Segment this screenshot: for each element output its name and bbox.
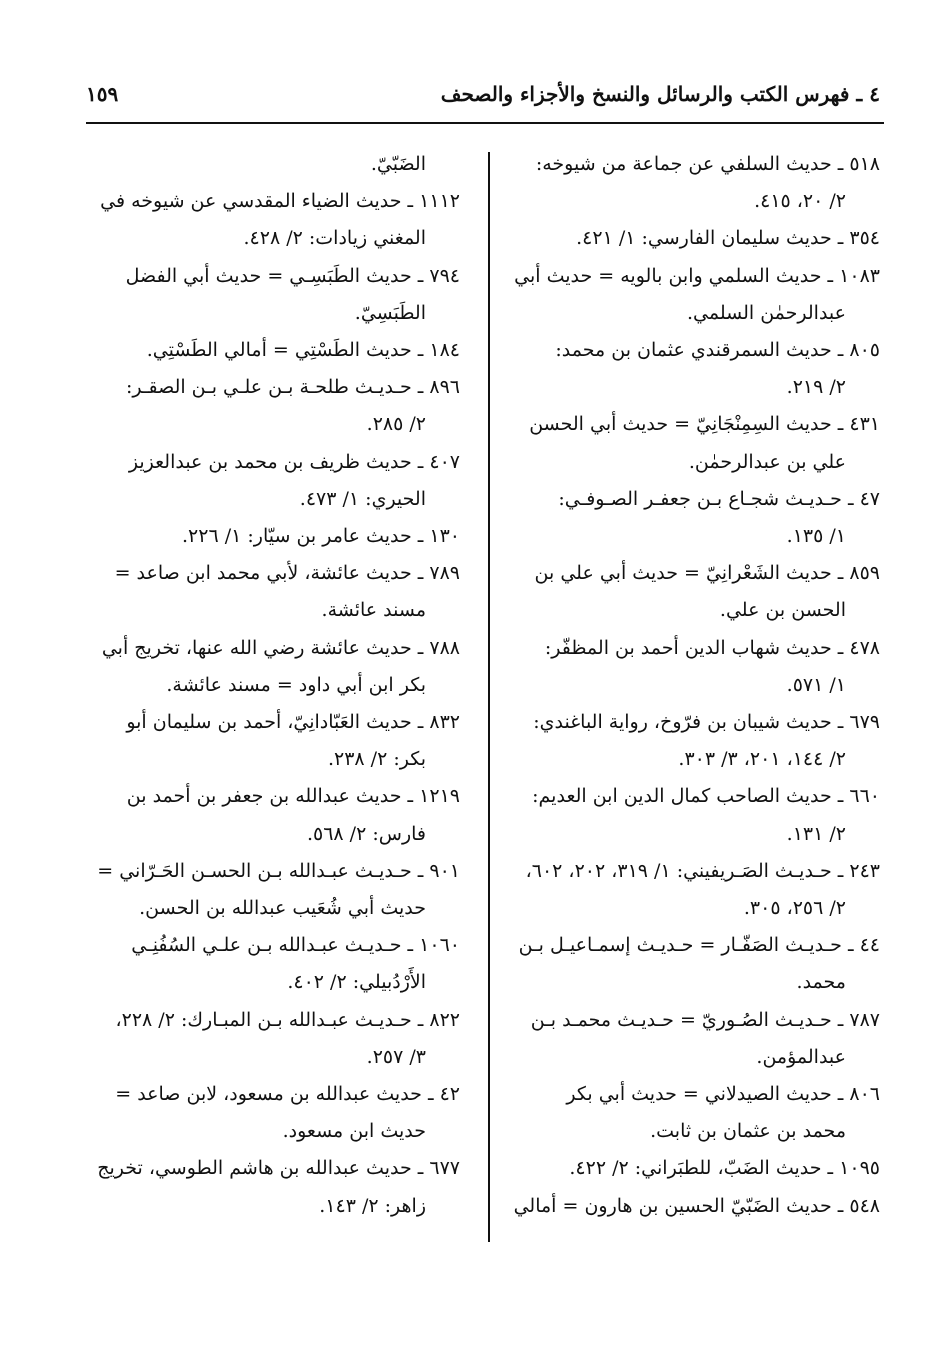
entry-continuation-line: فارس: ٢/ ٥٦٨. [306,822,426,845]
entry-line: ٦٦٠ ـ حديث الصاحب كمال الدين ابن العديم: [532,785,880,808]
entry-continuation-line: ١/ ١٣٥. [786,525,846,548]
entry-line: ٤٠٧ ـ حديث ظريف بن محمد بن عبدالعزيز [128,450,460,473]
index-entry [80,146,460,183]
entry-line: ٣٥٤ ـ حديث سليمان الفارسي: ١/ ٤٢١. [576,227,880,250]
left-column [80,146,460,1225]
entry-continuation-line: ٢/ ١٤٤، ٢٠١، ٣/ ٣٠٣. [678,748,846,771]
entry-continuation-line: الطَبَسِيّ. [354,301,426,324]
index-entry [500,927,880,1001]
index-entry [80,258,460,332]
page-header [86,82,880,122]
running-title: ٤ ـ فهرس الكتب والرسائل والنسخ والأجزاء والصحف [440,82,880,106]
index-entry [500,1076,880,1150]
entry-line: ٦٧٩ ـ حديث شيبان بن فرّوخ، رواية الباغندي: [533,711,880,734]
page-number: ١٥٩ [86,82,119,106]
index-entry [80,927,460,1001]
entry-line: ١٠٩٥ ـ حديث الضَبّ، للطبَراني: ٢/ ٤٢٢. [569,1157,880,1180]
index-entry [500,1188,880,1225]
entry-line: ١٢١٩ ـ حديث عبدالله بن جعفر بن أحمد بن [126,785,460,808]
entry-continuation-line: ٢/ ٢٠، ٤١٥. [754,190,846,213]
entry-line: ٨٠٥ ـ حديث السمرقندي عثمان بن محمد: [555,339,880,362]
entry-continuation-line: ٢/ ١٣١. [786,822,846,845]
index-entry [500,1002,880,1076]
index-entry [80,704,460,778]
entry-line: ٥١٨ ـ حديث السلفي عن جماعة من شيوخه: [535,153,880,175]
index-entry [80,1150,460,1224]
entry-continuation-line: عبدالرحمٰن السلمي. [687,301,846,324]
entry-continuation-line: زاهر: ٢/ ١٤٣. [319,1194,426,1217]
index-entry [80,778,460,852]
entry-line: ١٣٠ ـ حديث عامر بن سيّار: ١/ ٢٢٦. [182,525,460,548]
entry-line: ٧٩٤ ـ حديث الطَبَسِـي = حديث أبي الفضل [125,264,460,287]
entry-line: ٤٤ ـ حـديـث الصَفّـار = حـديـث إسمـاعيـل بـن [518,934,880,957]
index-entry [500,630,880,704]
index-entry [80,630,460,704]
entry-line: ٨٣٢ ـ حديث العَبّادانِيّ، أحمد بن سليمان أبو [126,711,460,734]
entry-line: ٨٩٦ ـ حـديـث طلحـة بـن علـي بـن الصقـر: [126,376,460,399]
column-divider [488,152,490,1242]
entry-line: ٨٢٢ ـ حـديـث عبـدالله بـن المبـارك: ٢/ ٢٢٨، [115,1008,460,1031]
entry-continuation-line: بكر ابن أبي داود = مسند عائشة. [166,673,426,696]
entry-continuation-line: ٢/ ٢١٩. [786,376,846,399]
index-entry [80,183,460,257]
entry-line: ١٠٨٣ ـ حديث السلمي وابن بالويه = حديث أبي [514,264,880,287]
entry-continuation-line: حديث أبي شُعَيب عبدالله بن الحسن. [139,897,426,920]
entry-line: ٧٨٧ ـ حـديـث الصُـوريّ = حـديـث محمـد بـن [530,1008,880,1031]
index-entry [500,146,880,220]
entry-line: ١٠٦٠ ـ حـديـث عبـدالله بـن علـي السُفُنِـي [131,934,460,957]
entry-line: ٧٨٨ ـ حديث عائشة رضي الله عنها، تخريج أبي [101,636,460,659]
index-entry [80,1076,460,1150]
entry-continuation-line: محمد. [796,971,846,994]
header-rule [86,122,884,124]
entry-line: ٦٧٧ ـ حديث عبدالله بن هاشم الطوسي، تخريج [97,1157,460,1180]
entry-continuation-line: الحيري: ١/ ٤٧٣. [299,487,426,510]
index-entry [500,258,880,332]
entry-line: ٥٤٨ ـ حديث الضَبّيّ الحسين بن هارون = أمالي [513,1194,880,1217]
index-entry [80,369,460,443]
index-entry [80,444,460,518]
entry-continuation-line: بكر: ٢/ ٢٣٨. [327,748,426,771]
index-entry [500,555,880,629]
entry-line: ٩٠١ ـ حـديـث عبـدالله بـن الحسـن الحَـرّاني = [97,859,460,882]
entry-line: ٤٧ ـ حـديـث شجـاع بـن جعفـر الصـوفـي: [558,487,880,510]
entry-continuation-line: محمد بن عثمان بن ثابت. [650,1120,846,1143]
index-entry [500,220,880,257]
index-entry [80,555,460,629]
right-column [500,146,880,1225]
entry-continuation-line: ١/ ٥٧١. [786,673,846,696]
entry-continuation-line: ٢/ ٢٥٦، ٣٠٥. [743,897,846,920]
index-entry [80,332,460,369]
index-entry [500,481,880,555]
index-entry [80,1002,460,1076]
index-entry [80,853,460,927]
entry-line: ٨٠٦ ـ حديث الصيدلاني = حديث أبي بكر [566,1083,880,1106]
index-entry [500,406,880,480]
entry-line: ٤٧٨ ـ حديث شهاب الدين أحمد بن المظفّر: [544,636,880,659]
index-entry [500,332,880,406]
entry-continuation-line: حديث ابن مسعود. [282,1120,426,1143]
entry-continuation-line: ٢/ ٢٨٥. [366,413,426,436]
index-entry [80,518,460,555]
entry-line: ٤٣١ ـ حديث السِمِنْجَانِيّ = حديث أبي الحسن [529,413,880,436]
index-entry [500,853,880,927]
entry-continuation-line: عبدالمؤمن. [756,1045,846,1068]
entry-line: ١٨٤ ـ حديث الطَسْتِي = أمالي الطَسْتِي. [146,339,460,362]
entry-continuation-line: المغني زيادات: ٢/ ٤٢٨. [243,227,426,250]
entry-line: ٧٨٩ ـ حديث عائشة، لأبي محمد ابن صاعد = [114,562,460,585]
index-entry [500,704,880,778]
entry-continuation-line: مسند عائشة. [321,599,426,622]
entry-line: ٨٥٩ ـ حديث الشَعْرانِيّ = حديث أبي علي بن [534,562,880,585]
entry-continuation-line: علي بن عبدالرحمٰن. [688,450,846,473]
entry-line: ٢٤٣ ـ حـديـث الصَـريفيني: ١/ ٣١٩، ٢٠٢، ٦٠٢، [525,859,880,882]
entry-continuation-line: الحسن بن علي. [719,599,846,622]
entry-continuation-line: الأَرْدُبيلي: ٢/ ٤٠٢. [287,971,426,994]
index-entry [500,778,880,852]
entry-line: الضَبّيّ. [370,153,426,175]
entry-line: ٤٢ ـ حديث عبدالله بن مسعود، لابن صاعد = [115,1083,460,1106]
index-entry [500,1150,880,1187]
entry-continuation-line: ٣/ ٢٥٧. [366,1045,426,1068]
entry-line: ١١١٢ ـ حديث الضياء المقدسي عن شيوخه في [100,190,460,213]
